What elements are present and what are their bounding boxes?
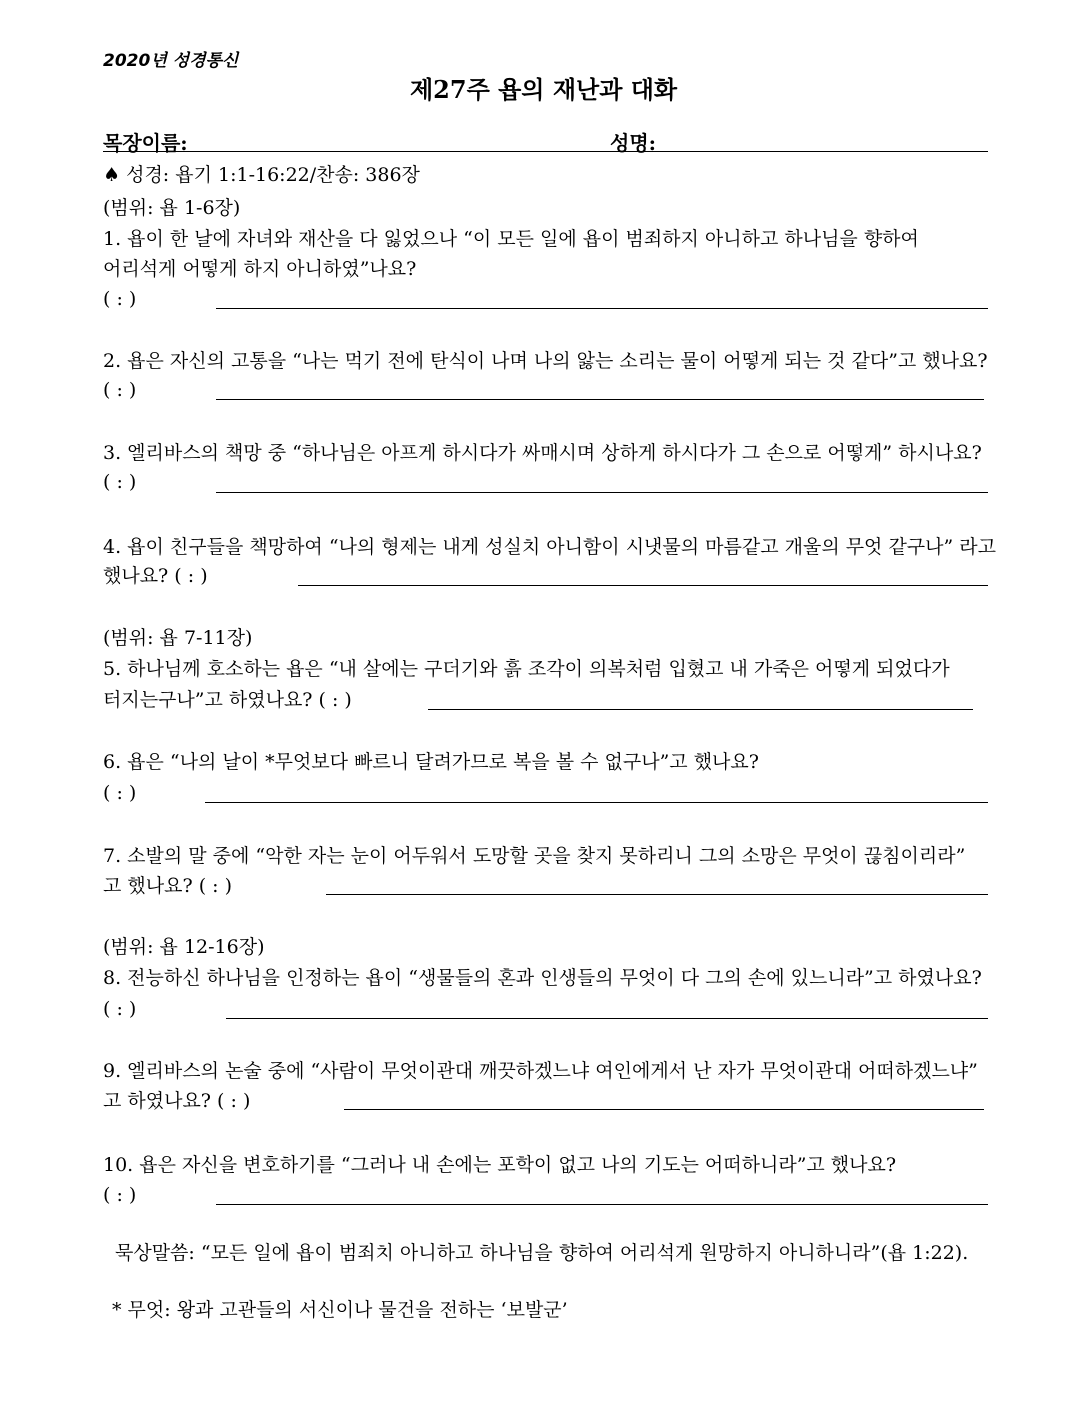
question-1-line2: 어리석게 어떻게 하지 아니하였”나요? (103, 258, 417, 280)
answer-reference-9: ( : ) (217, 1090, 251, 1112)
meditation-verse: 묵상말씀: “모든 일에 욥이 범죄치 아니하고 하나님을 향하여 어리석게 원망하지 아니하니라”(욥 1:22). (115, 1242, 969, 1264)
answer-reference-5: ( : ) (318, 689, 352, 711)
answer-reference-7: ( : ) (198, 875, 233, 897)
answer-line-5[interactable] (428, 709, 973, 710)
question-4-line2-text: 했나요? (103, 565, 169, 587)
footnote: * 무엇: 왕과 고관들의 서신이나 물건을 전하는 ‘보발군’ (112, 1299, 568, 1321)
answer-line-2[interactable] (216, 399, 984, 400)
answer-line-10[interactable] (216, 1204, 988, 1205)
answer-line-7[interactable] (326, 894, 988, 895)
question-9-line2-text: 고 하였나요? (103, 1090, 211, 1112)
answer-line-3[interactable] (216, 492, 988, 493)
question-2-line1: 2. 욥은 자신의 고통을 “나는 먹기 전에 탄식이 나며 나의 앓는 소리는 물이 어떻게 되는 것 같다”고 했나요? (103, 350, 988, 372)
answer-line-9[interactable] (344, 1109, 984, 1110)
question-7-line2-text: 고 했나요? (103, 875, 193, 897)
question-6-line1: 6. 욥은 “나의 날이 *무엇보다 빠르니 달려가므로 복을 볼 수 없구나”고 했나요? (103, 751, 759, 773)
answer-reference-8: ( : ) (103, 998, 137, 1020)
range-label: (범위: 욥 7-11장) (103, 627, 253, 649)
question-9-line2 (103, 1088, 250, 1114)
answer-reference-1: ( : ) (103, 288, 137, 310)
question-9-line1: 9. 엘리바스의 논술 중에 “사람이 무엇이관대 깨끗하겠느냐 여인에게서 난 자가 무엇이관대 어떠하겠느냐” (103, 1060, 978, 1082)
question-5-line2 (103, 687, 352, 713)
question-7-line2 (103, 873, 232, 899)
answer-reference-3: ( : ) (103, 471, 137, 493)
year-label: 2020년 성경통신 (103, 51, 239, 71)
answer-reference-10: ( : ) (103, 1184, 137, 1206)
answer-line-4[interactable] (298, 585, 988, 586)
answer-line-6[interactable] (205, 802, 988, 803)
question-4-line2 (103, 563, 208, 589)
scripture-line (103, 162, 420, 188)
answer-reference-6: ( : ) (103, 782, 137, 804)
question-8-line1: 8. 전능하신 하나님을 인정하는 욥이 “생물들의 혼과 인생들의 무엇이 다 그의 손에 있느니라”고 하였나요? (103, 967, 982, 989)
scripture-text: 성경: 욥기 1:1-16:22/찬송: 386장 (126, 164, 420, 186)
question-5-line1: 5. 하나님께 호소하는 욥은 “내 살에는 구더기와 흙 조각이 의복처럼 입혔고 내 가죽은 어떻게 되었다가 (103, 658, 950, 680)
person-name-label: 성명: (610, 131, 657, 155)
range-label: (범위: 욥 1-6장) (103, 197, 241, 219)
answer-line-8[interactable] (226, 1018, 988, 1019)
range-label: (범위: 욥 12-16장) (103, 936, 265, 958)
spade-icon: ♠ (103, 164, 121, 186)
page-title: 제27주 욥의 재난과 대화 (410, 75, 678, 104)
header-underline (103, 151, 988, 152)
question-4-line1: 4. 욥이 친구들을 책망하여 “나의 형제는 내게 성실치 아니함이 시냇물의 마름같고 개울의 무엇 같구나” 라고 (103, 536, 996, 558)
question-3-line1: 3. 엘리바스의 책망 중 “하나님은 아프게 하시다가 싸매시며 상하게 하시다가 그 손으로 어떻게” 하시나요? (103, 442, 982, 464)
group-name-label: 목장이름: (103, 131, 188, 155)
question-5-line2-text: 터지는구나”고 하였나요? (103, 689, 313, 711)
answer-reference-2: ( : ) (103, 379, 137, 401)
question-1-line1: 1. 욥이 한 날에 자녀와 재산을 다 잃었으나 “이 모든 일에 욥이 범죄하지 아니하고 하나님을 향하여 (103, 228, 919, 250)
answer-reference-4: ( : ) (174, 565, 208, 587)
answer-line-1[interactable] (216, 308, 988, 309)
question-10-line1: 10. 욥은 자신을 변호하기를 “그러나 내 손에는 포학이 없고 나의 기도는 어떠하니라”고 했나요? (103, 1154, 897, 1176)
question-7-line1: 7. 소발의 말 중에 “악한 자는 눈이 어두워서 도망할 곳을 찾지 못하리니 그의 소망은 무엇이 끊침이리라” (103, 845, 966, 867)
